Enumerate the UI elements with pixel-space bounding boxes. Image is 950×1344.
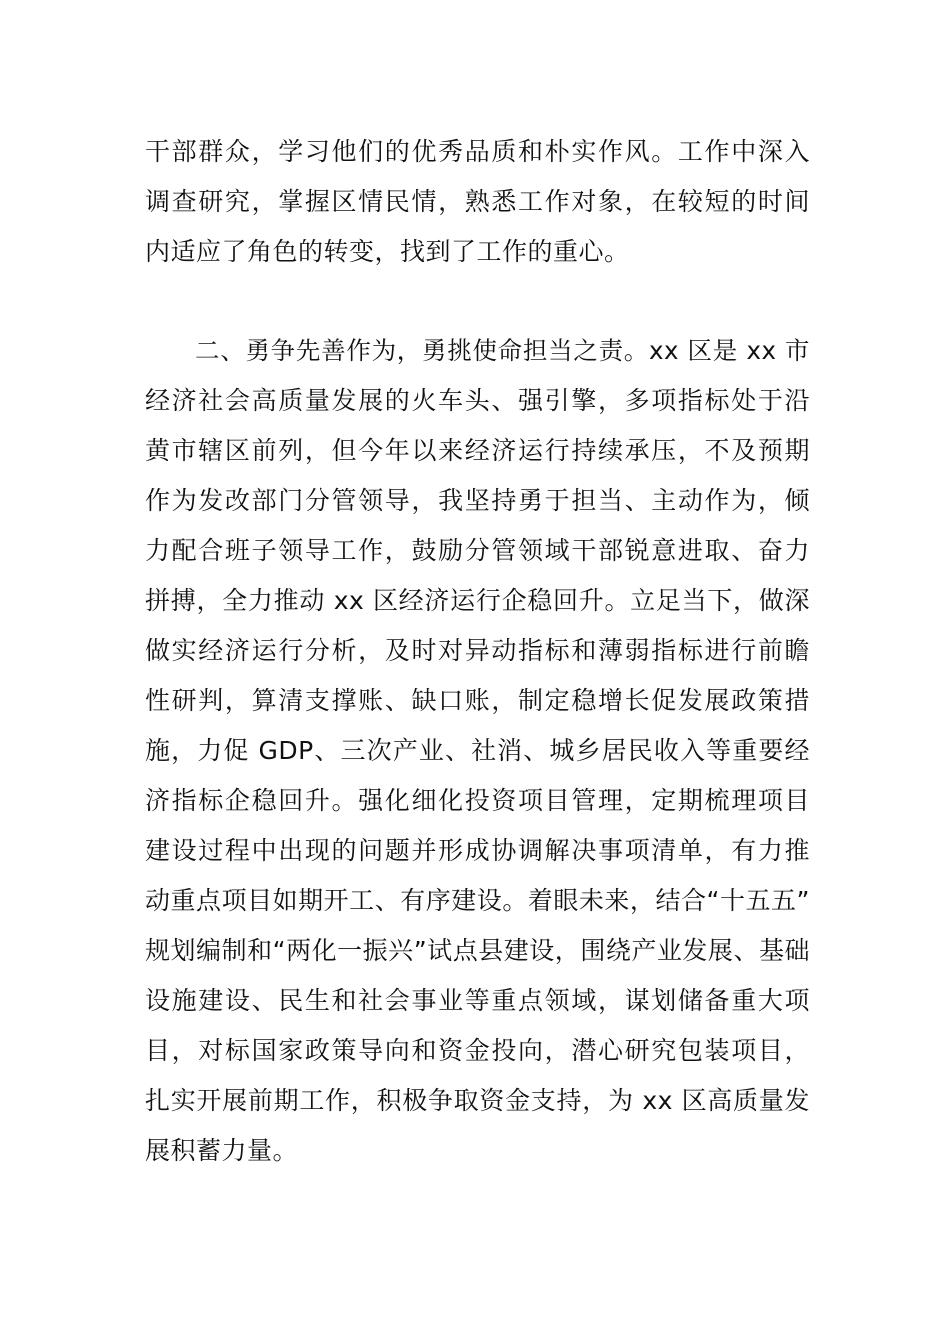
- paragraph-line: 规划编制和“两化一振兴”试点县建设，围绕产业发展、基础: [145, 936, 810, 965]
- paragraph-line: 拼搏，全力推动 xx 区经济运行企稳回升。立足当下，做深: [145, 586, 810, 615]
- paragraph-line: 展积蓄力量。: [145, 1136, 299, 1165]
- paragraph-line: 力配合班子领导工作，鼓励分管领域干部锐意进取、奋力: [145, 536, 810, 565]
- paragraph-line: 内适应了角色的转变，找到了工作的重心。: [145, 237, 630, 266]
- paragraph-heading-line: 二、勇争先善作为，勇挑使命担当之责。xx 区是 xx 市: [195, 336, 810, 365]
- paragraph-line: 动重点项目如期开工、有序建设。着眼未来，结合“十五五”: [145, 886, 810, 915]
- paragraph-line: 黄市辖区前列，但今年以来经济运行持续承压，不及预期: [145, 436, 810, 465]
- paragraph-line: 做实经济运行分析，及时对异动指标和薄弱指标进行前瞻: [145, 636, 810, 665]
- paragraph-line: 干部群众，学习他们的优秀品质和朴实作风。工作中深入: [145, 137, 810, 166]
- paragraph-line: 性研判，算清支撑账、缺口账，制定稳增长促发展政策措: [145, 686, 810, 715]
- paragraph-line: 调查研究，掌握区情民情，熟悉工作对象，在较短的时间: [145, 187, 810, 216]
- paragraph-line: 设施建设、民生和社会事业等重点领域，谋划储备重大项: [145, 986, 810, 1015]
- paragraph-line: 济指标企稳回升。强化细化投资项目管理，定期梳理项目: [145, 786, 810, 815]
- paragraph-line: 经济社会高质量发展的火车头、强引擎，多项指标处于沿: [145, 386, 810, 415]
- paragraph-line: 目，对标国家政策导向和资金投向，潜心研究包装项目，: [145, 1036, 810, 1065]
- paragraph-line: 建设过程中出现的问题并形成协调解决事项清单，有力推: [145, 836, 810, 865]
- paragraph-section-two: [145, 326, 810, 1176]
- paragraph-line: 扎实开展前期工作，积极争取资金支持，为 xx 区高质量发: [145, 1086, 810, 1115]
- paragraph-continuation: [145, 127, 810, 277]
- paragraph-line: 施，力促 GDP、三次产业、社消、城乡居民收入等重要经: [145, 736, 810, 765]
- paragraph-line: 作为发改部门分管领导，我坚持勇于担当、主动作为，倾: [145, 486, 810, 515]
